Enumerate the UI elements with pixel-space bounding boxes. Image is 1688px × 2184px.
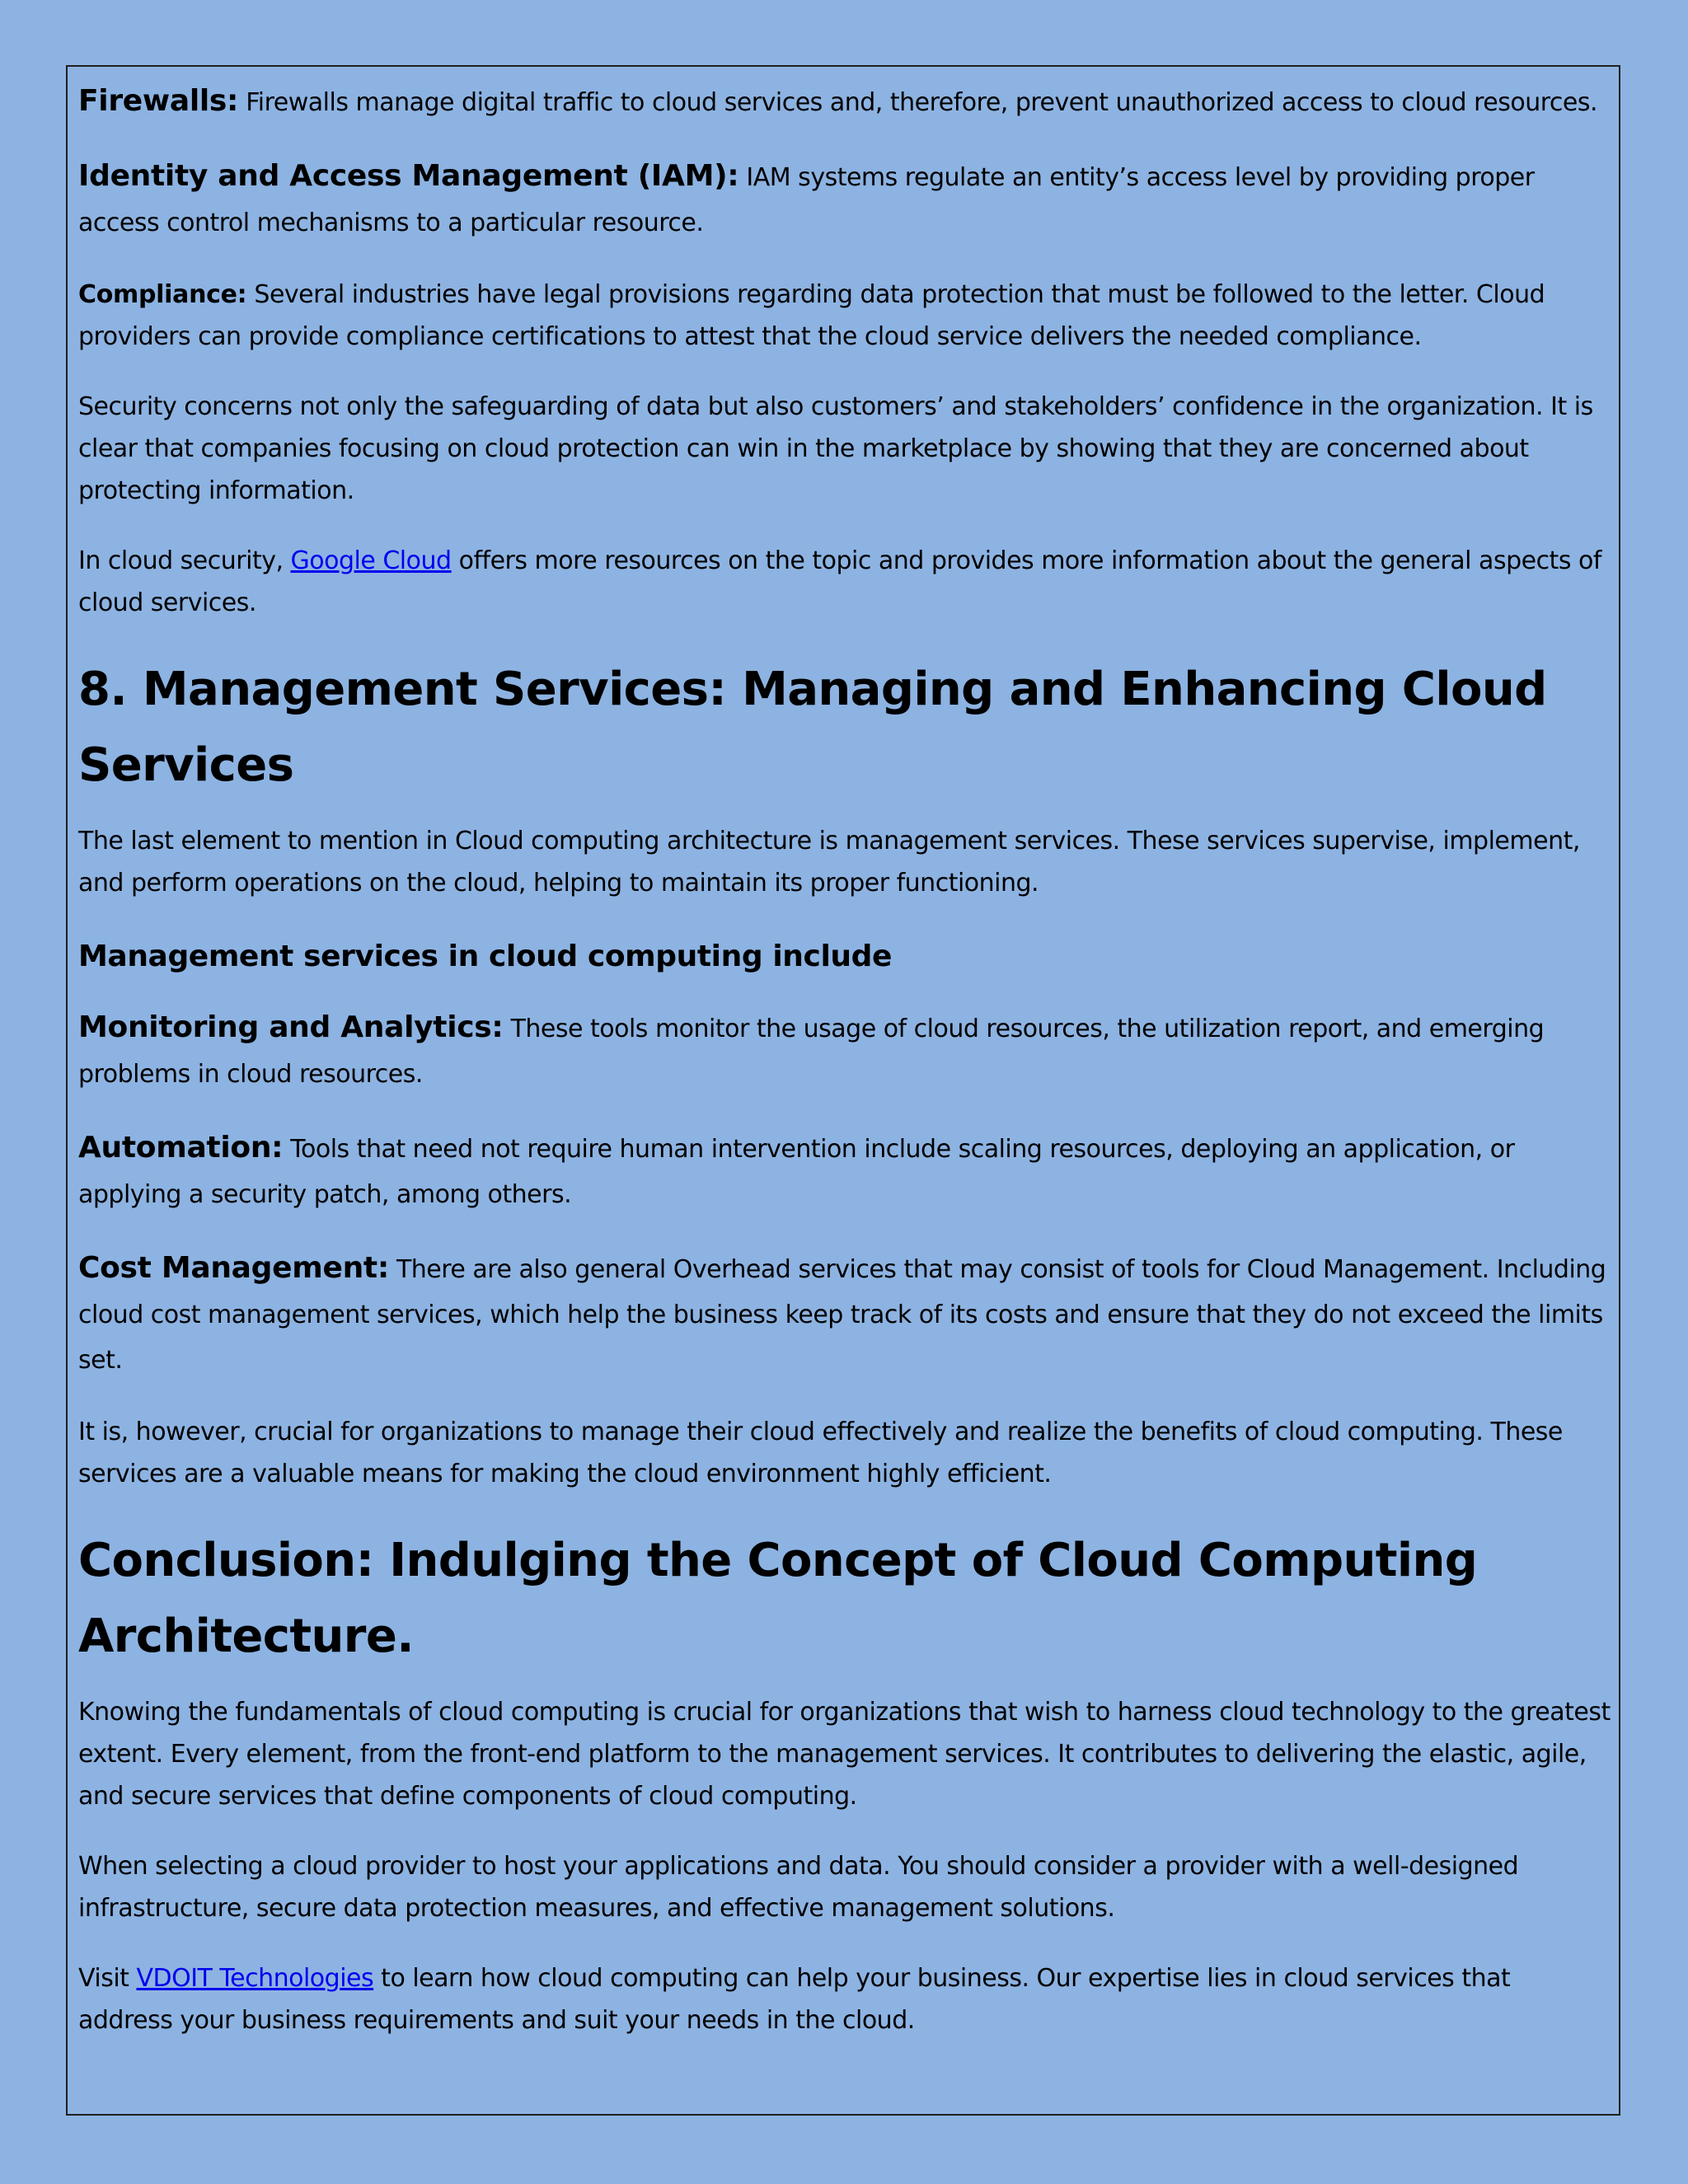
- visit-text-after: to learn how cloud computing can help your business. Our expertise lies in cloud services that address your business requirements and suit your needs in the cloud.: [78, 1964, 1511, 2035]
- security-paragraph: Security concerns not only the safeguarding of data but also customers’ and stakeholders’ confidence in the organization. It is clear that companies focusing on cloud protection can win in the marketplace by showing that they are concerned about protecting information.: [78, 392, 1593, 505]
- google-text-after: offers more resources on the topic and provides more information about the general aspects of cloud services.: [78, 546, 1601, 617]
- cost-management-paragraph: [78, 1245, 1611, 1383]
- compliance-text: Several industries have legal provisions regarding data protection that must be followed to the letter. Cloud providers can provide compliance certifications to attest that the cloud service delivers the needed compliance.: [78, 280, 1545, 351]
- firewalls-term: Firewalls:: [78, 84, 239, 118]
- conclusion-paragraph-1: Knowing the fundamentals of cloud computing is crucial for organizations that wish to harness cloud technology to the greatest extent. Every element, from the front-end platform to the management services. It contributes to delivering the elastic, agile, and secure services that define components of cloud computing.: [78, 1698, 1611, 1811]
- visit-text-before: Visit: [78, 1964, 137, 1993]
- section8-subheading: Management services in cloud computing include: [78, 940, 893, 973]
- section8-closing: It is, however, crucial for organizations to manage their cloud effectively and realize the benefits of cloud computing. These services are a valuable means for making the cloud environment highly efficient.: [78, 1418, 1563, 1488]
- monitoring-paragraph: [78, 1005, 1611, 1097]
- automation-term: Automation:: [78, 1131, 284, 1165]
- compliance-term: Compliance:: [78, 280, 247, 309]
- google-cloud-link[interactable]: Google Cloud: [290, 546, 452, 575]
- vdoit-link[interactable]: VDOIT Technologies: [136, 1964, 374, 1993]
- automation-paragraph: [78, 1125, 1611, 1217]
- conclusion-heading: Conclusion: Indulging the Concept of Cloud Computing Architecture.: [78, 1534, 1478, 1663]
- firewalls-text: Firewalls manage digital traffic to cloud services and, therefore, prevent unauthorized access to cloud resources.: [238, 88, 1598, 117]
- monitoring-term: Monitoring and Analytics:: [78, 1010, 504, 1044]
- google-text-before: In cloud security,: [78, 546, 291, 575]
- section8-intro: The last element to mention in Cloud computing architecture is management services. These services supervise, implement, and perform operations on the cloud, helping to maintain its proper functioning.: [78, 827, 1580, 898]
- section8-heading: 8. Management Services: Managing and Enhancing Cloud Services: [78, 663, 1547, 792]
- iam-term: Identity and Access Management (IAM):: [78, 159, 739, 193]
- visit-paragraph: [78, 1957, 1611, 2041]
- automation-text: Tools that need not require human intervention include scaling resources, deploying an application, or applying a security patch, among others.: [78, 1135, 1515, 1209]
- compliance-paragraph: [78, 274, 1611, 358]
- iam-paragraph: [78, 153, 1611, 246]
- conclusion-paragraph-2: When selecting a cloud provider to host your applications and data. You should consider a provider with a well-designed infrastructure, secure data protection measures, and effective management solutions.: [78, 1852, 1519, 1923]
- cost-management-term: Cost Management:: [78, 1251, 389, 1285]
- iam-text: IAM systems regulate an entity’s access level by providing proper access control mechanisms to a particular resource.: [78, 163, 1535, 237]
- firewalls-paragraph: [78, 78, 1611, 125]
- google-cloud-paragraph: [78, 540, 1611, 624]
- monitoring-text: These tools monitor the usage of cloud resources, the utilization report, and emerging problems in cloud resources.: [78, 1015, 1545, 1089]
- cost-management-text: There are also general Overhead services that may consist of tools for Cloud Management. Including cloud cost management services, which help the business keep track of its costs and ensure that they do not exceed the limits set.: [78, 1255, 1606, 1375]
- document-body: [78, 78, 1611, 2069]
